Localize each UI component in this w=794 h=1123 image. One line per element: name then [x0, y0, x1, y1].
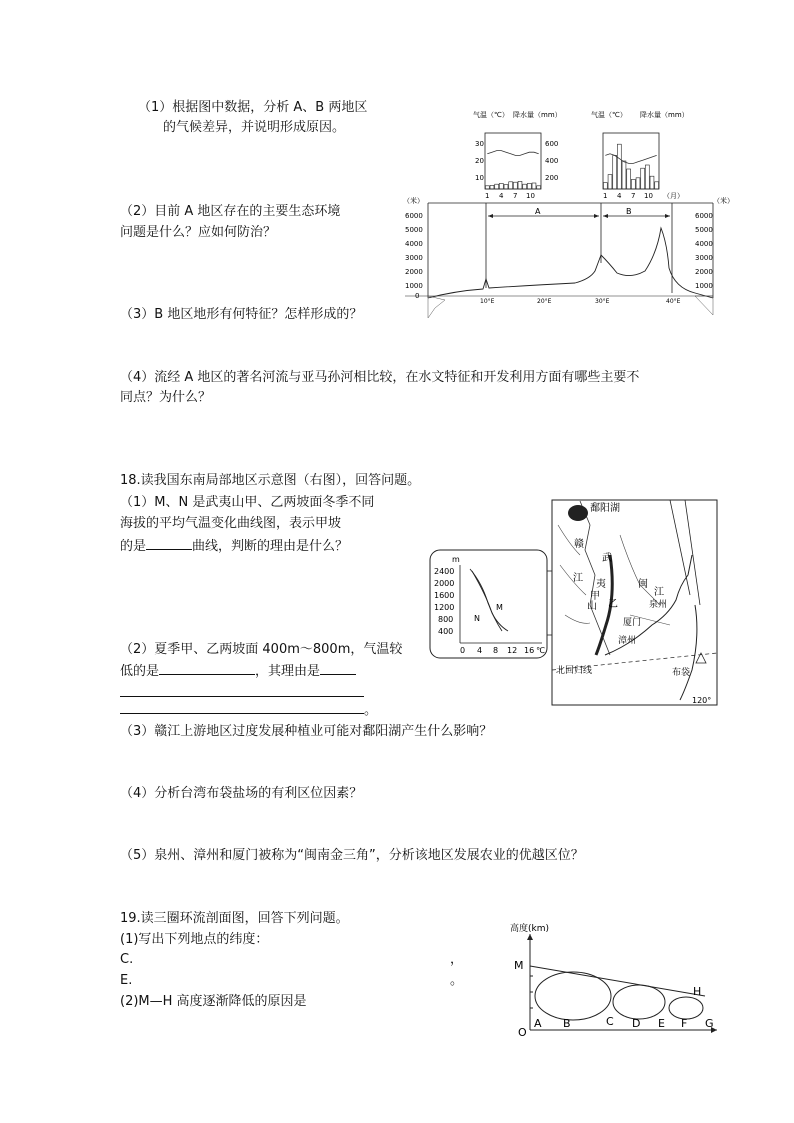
left-temp-tick-20: 20 [475, 157, 484, 165]
elev-tick-r-4000: 4000 [695, 240, 713, 248]
point-f: F [681, 1017, 688, 1030]
inset-x-0: 0 [460, 646, 466, 655]
curve-m-label: M [496, 603, 503, 612]
y-axis-label: 高度(km) [510, 924, 550, 934]
q17-3: （3）B 地区地形有何特征？怎样形成的？ [120, 307, 363, 322]
inset-x-12: 12 [507, 646, 518, 655]
elev-unit-left: （米） [403, 197, 424, 205]
inset-x-16: 16 [524, 646, 535, 655]
elev-ticks-right [695, 212, 713, 290]
inset-y-2000: 2000 [434, 579, 455, 588]
elev-tick-r-3000: 3000 [695, 254, 713, 262]
polar-cell [669, 997, 703, 1019]
tropopause-line [530, 966, 705, 996]
right-month-7: 7 [631, 192, 636, 200]
left-month-10: 10 [526, 192, 535, 200]
q18-5: （5）泉州、漳州和厦门被称为“闽南金三角”，分析该地区发展农业的优越区位？ [120, 848, 584, 863]
left-precip-bar [523, 184, 527, 189]
answer-line-2[interactable] [120, 701, 364, 714]
label-yi2: 乙 [608, 599, 618, 610]
label-jia: 甲 [590, 591, 600, 602]
elev-tick-r-6000: 6000 [695, 212, 713, 220]
label-gan1: 赣 [574, 539, 584, 550]
elev-tick-6000: 6000 [405, 212, 423, 220]
climate-chart-left [473, 110, 562, 200]
inset-y-400: 400 [438, 627, 454, 636]
answer-blank-1[interactable] [146, 537, 192, 550]
three-cell-circulation-figure [505, 918, 725, 1040]
right-precip-label: 降水量（mm） [640, 111, 689, 119]
inset-x-4: 4 [477, 646, 483, 655]
inset-y-1600: 1600 [434, 591, 455, 600]
right-month-10: 10 [644, 192, 653, 200]
inset-y-2400: 2400 [434, 567, 455, 576]
q19-e-end: 。 [450, 973, 464, 988]
left-climate-frame [485, 133, 541, 189]
right-climate-frame [603, 133, 659, 189]
label-120: 120° [692, 696, 712, 705]
left-precip-bar [490, 185, 494, 189]
answer-blank-2[interactable] [159, 662, 255, 675]
q19-2: (2)M—H 高度逐渐降低的原因是 [120, 994, 307, 1009]
q18-3: （3）赣江上游地区过度发展种植业可能对鄱阳湖产生什么影响？ [120, 724, 493, 739]
answer-line-1[interactable] [120, 696, 364, 697]
left-temp-line [487, 151, 538, 156]
right-temp-label: 气温（℃） [591, 111, 627, 119]
point-d: D [632, 1017, 641, 1030]
elev-tick-r-5000: 5000 [695, 226, 713, 234]
left-precip-bar [513, 182, 517, 189]
left-precip-bar [532, 183, 536, 189]
q18-1-line3a: 的是 [120, 539, 147, 554]
right-precip-bar [645, 165, 649, 189]
left-precip-bar [495, 184, 499, 189]
left-precip-tick-400: 400 [545, 157, 559, 165]
climate-chart-right [591, 110, 689, 200]
left-precip-label: 降水量（mm） [513, 111, 562, 119]
right-precip-bar [650, 176, 654, 189]
label-zhangzhou: 漳州 [618, 636, 637, 646]
label-gan2: 江 [573, 573, 583, 584]
inset-x-8: 8 [493, 646, 499, 655]
q18-2-end: 。 [364, 703, 378, 718]
elev-tick-2000: 2000 [405, 268, 423, 276]
q18-1-line3 [120, 537, 348, 556]
inset-unit: m [452, 555, 460, 564]
lon-20: 20°E [537, 298, 552, 305]
left-precip-bar [485, 186, 489, 189]
left-precip-bar [518, 181, 522, 189]
point-o: O [518, 1026, 527, 1039]
q18-1-line2: 海拔的平均气温变化曲线图，表示甲坡 [120, 516, 342, 531]
elev-tick-0: 0 [415, 292, 420, 300]
label-quanzhou: 泉州 [649, 600, 668, 610]
left-precip-bar [504, 185, 508, 189]
inset-x-unit: ℃ [536, 646, 545, 655]
inset-y-1200: 1200 [434, 603, 455, 612]
q18-2-line4 [120, 701, 377, 720]
label-xiamen: 厦门 [623, 618, 642, 628]
q19-1: (1)写出下列地点的纬度： [120, 932, 269, 947]
elev-tick-r-1000: 1000 [695, 282, 713, 290]
southeast-china-map-figure [430, 495, 730, 707]
right-precip-bar [622, 161, 626, 189]
hadley-cell [535, 972, 611, 1020]
point-c: C [606, 1015, 614, 1028]
curve-n-label: N [474, 614, 480, 623]
q17-1-line2: 的气候差异，并说明形成原因。 [163, 120, 346, 135]
inset-y-800: 800 [438, 615, 454, 624]
left-temp-tick-10: 10 [475, 174, 484, 182]
point-g: G [705, 1017, 714, 1030]
left-precip-bar [527, 183, 531, 189]
q18-2-line2 [120, 662, 356, 681]
elev-unit-right: （米） [713, 197, 734, 205]
elev-ticks-left [405, 212, 423, 300]
right-month-unit: （月） [663, 192, 684, 200]
region-b-label: B [626, 207, 632, 216]
q19-e: E. [120, 973, 133, 988]
label-poyang: 鄱阳湖 [590, 503, 620, 514]
lon-10: 10°E [480, 298, 495, 305]
point-e: E [658, 1017, 665, 1030]
poyang-lake [568, 505, 588, 521]
q18-1-line1: （1）M、N 是武夷山甲、乙两坡面冬季不同 [120, 495, 375, 510]
left-month-4: 4 [499, 192, 504, 200]
lon-40: 40°E [666, 298, 681, 305]
right-precip-bar [636, 178, 640, 189]
label-budai: 布袋 [672, 668, 691, 678]
elev-tick-5000: 5000 [405, 226, 423, 234]
q18-2-line2b: ，其理由是 [255, 664, 321, 679]
right-month-4: 4 [617, 192, 622, 200]
label-tropic: 北回归线 [556, 666, 593, 676]
point-h: H [693, 985, 702, 998]
lon-30: 30°E [595, 298, 610, 305]
right-precip-bar [617, 144, 621, 189]
q18-2-line1: （2）夏季甲、乙两坡面 400m～800m，气温较 [120, 642, 403, 657]
right-precip-bar [627, 169, 631, 189]
terrain-profile-figure [395, 103, 734, 323]
q17-4-line2: 同点？为什么？ [120, 390, 212, 405]
left-precip-tick-200: 200 [545, 174, 559, 182]
label-min: 闽 [638, 579, 648, 590]
elev-tick-4000: 4000 [405, 240, 423, 248]
label-shan: 山 [587, 601, 597, 612]
right-month-1: 1 [603, 192, 608, 200]
point-b: B [563, 1017, 571, 1030]
right-precip-bar [641, 168, 645, 189]
right-precip-bar [608, 175, 612, 189]
left-temp-tick-30: 30 [475, 140, 484, 148]
left-precip-tick-600: 600 [545, 140, 559, 148]
left-temp-label: 气温（℃） [473, 111, 509, 119]
q17-2-line2: 问题是什么？应如何防治？ [120, 225, 277, 240]
region-a-label: A [535, 207, 541, 216]
left-precip-bar [509, 182, 513, 189]
label-yi: 夷 [596, 579, 606, 590]
point-a: A [534, 1017, 542, 1030]
right-precip-bar [655, 182, 659, 189]
elev-tick-3000: 3000 [405, 254, 423, 262]
label-jiang: 江 [654, 587, 664, 598]
elev-tick-1000: 1000 [405, 282, 423, 290]
q18-2-line2a: 低的是 [120, 664, 160, 679]
label-wu: 武 [602, 553, 612, 564]
left-precip-bar [537, 186, 541, 189]
elev-tick-r-2000: 2000 [695, 268, 713, 276]
q19-c-end: ， [450, 952, 464, 967]
left-precip-bar [499, 183, 503, 189]
right-precip-bar [631, 179, 635, 189]
right-precip-bar [603, 183, 607, 189]
q17-2-line1: （2）目前 A 地区存在的主要生态环境 [120, 204, 341, 219]
terrain-profile-line [428, 228, 713, 298]
q18-title: 18.读我国东南局部地区示意图（右图），回答问题。 [120, 473, 421, 488]
q17-1-line1: （1）根据图中数据，分析 A、B 两地区 [138, 100, 368, 115]
point-m: M [514, 959, 524, 972]
left-month-1: 1 [485, 192, 490, 200]
right-precip-bar [613, 155, 617, 189]
q17-4-line1: （4）流经 A 地区的著名河流与亚马孙河相比较，在水文特征和开发利用方面有哪些主要不 [120, 370, 640, 385]
q19-title: 19.读三圈环流剖面图，回答下列问题。 [120, 911, 349, 926]
ferrel-cell [613, 985, 665, 1019]
q19-c: C. [120, 952, 134, 967]
q18-1-line3b: 曲线，判断的理由是什么？ [192, 539, 349, 554]
answer-blank-3[interactable] [320, 662, 356, 675]
q18-4: （4）分析台湾布袋盐场的有利区位因素？ [120, 786, 363, 801]
left-month-7: 7 [513, 192, 518, 200]
